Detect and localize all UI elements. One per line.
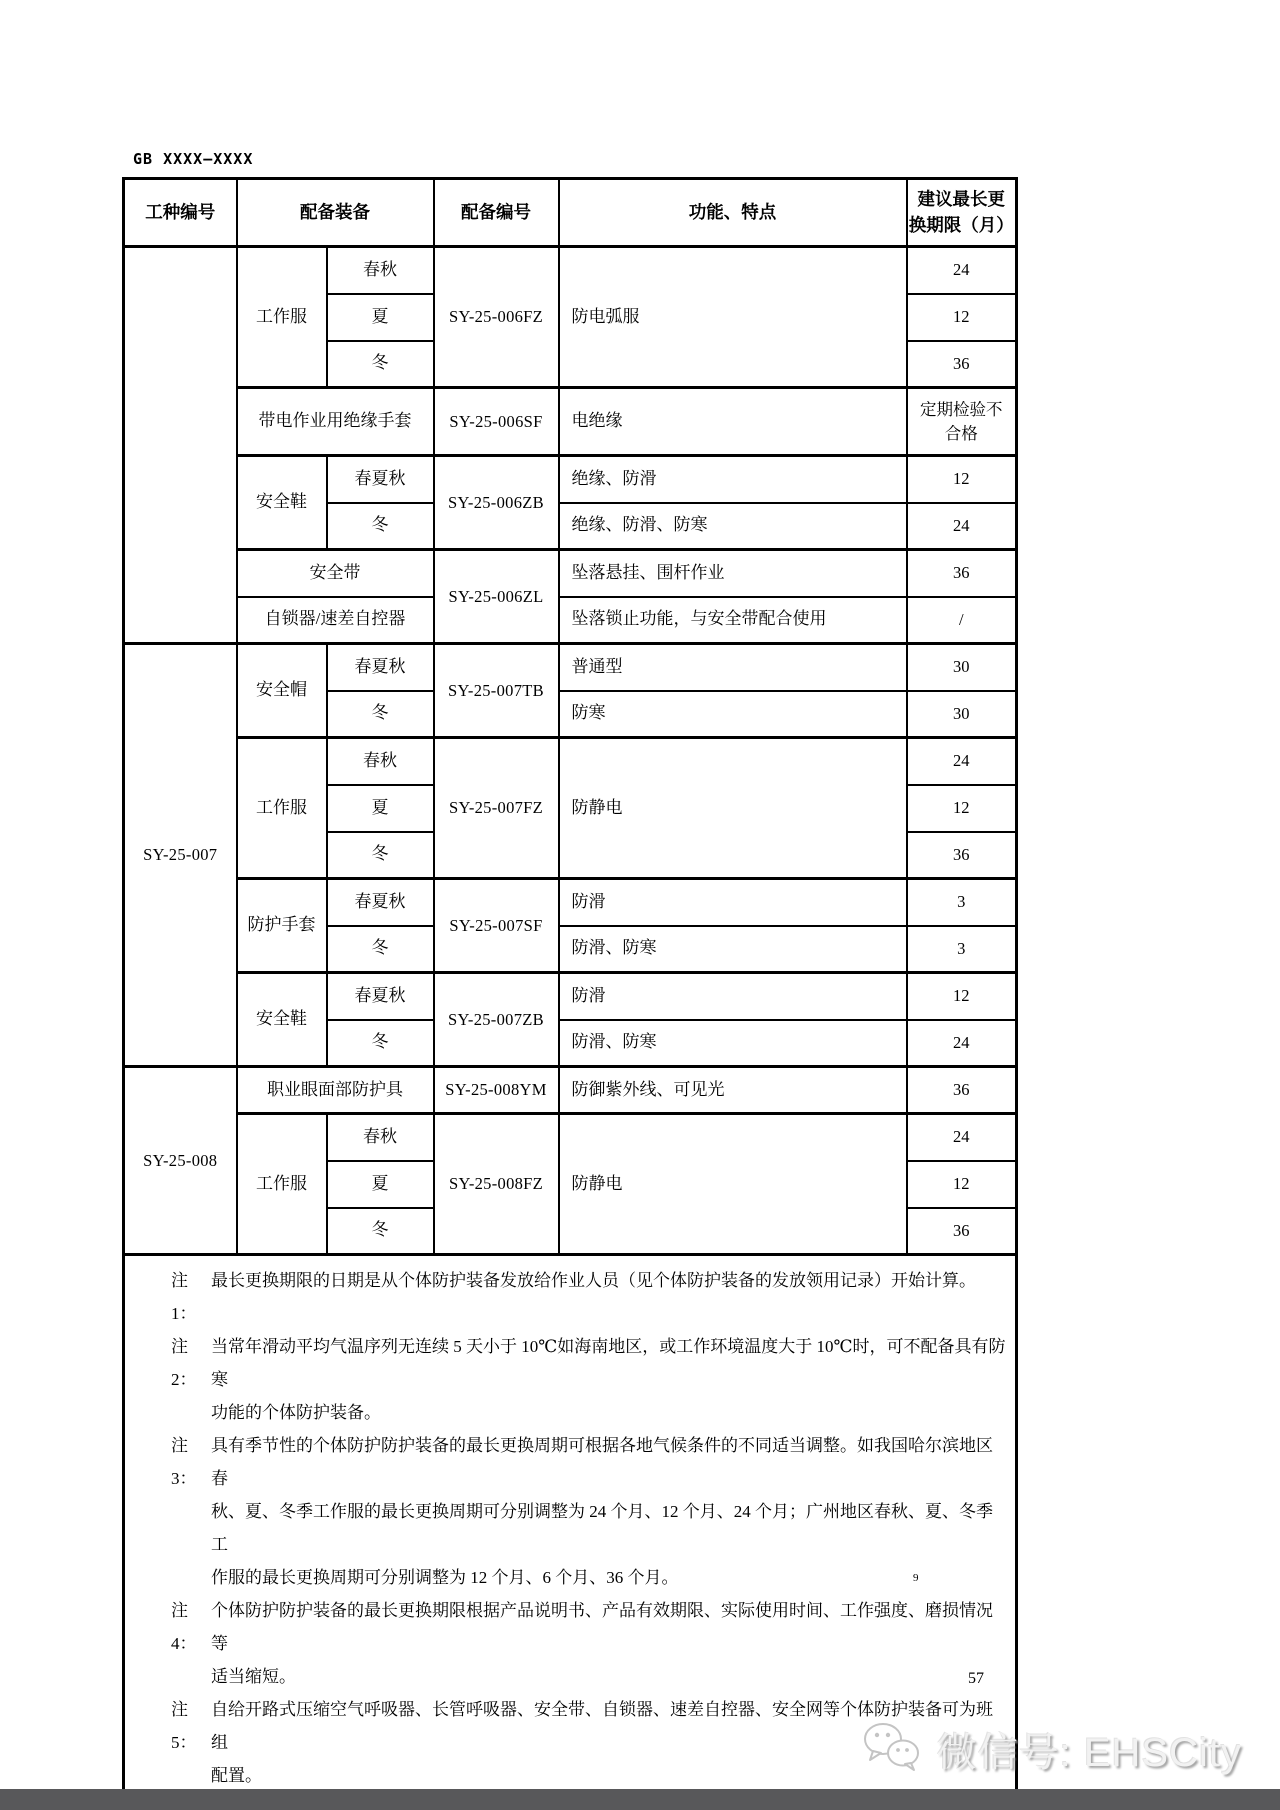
cell-func: 防静电 — [559, 1114, 907, 1255]
cell-jobcode: SY-25-008 — [124, 1067, 237, 1255]
cell-season: 春秋 — [327, 1114, 434, 1161]
cell-jobcode: SY-25-007 — [124, 644, 237, 1067]
table-row — [124, 597, 1017, 644]
cell-func: 防滑、防寒 — [559, 926, 907, 973]
cell-value: 12 — [907, 294, 1017, 341]
cell-season: 冬 — [327, 1020, 434, 1067]
cell-code: SY-25-007SF — [434, 879, 559, 973]
cell-func: 防御紫外线、可见光 — [559, 1067, 907, 1114]
cell-jobcode-empty — [124, 247, 237, 644]
cell-func: 坠落锁止功能，与安全带配合使用 — [559, 597, 907, 644]
cell-value: 36 — [907, 550, 1017, 597]
cell-gear: 安全鞋 — [237, 456, 327, 550]
cell-season: 夏 — [327, 1161, 434, 1208]
cell-func: 绝缘、防滑、防寒 — [559, 503, 907, 550]
note-line: 作服的最长更换周期可分别调整为 12 个月、6 个月、36 个月。 — [211, 1568, 679, 1587]
doc-code: GB XXXX—XXXX — [133, 150, 254, 168]
cell-value — [907, 388, 1017, 456]
note-line: 功能的个体防护装备。 — [211, 1403, 381, 1422]
cell-gear-wide: 自锁器/速差自控器 — [237, 597, 434, 644]
cell-code: SY-25-007FZ — [434, 738, 559, 879]
cell-code: SY-25-008FZ — [434, 1114, 559, 1255]
note-line: 具有季节性的个体防护防护装备的最长更换周期可根据各地气候条件的不同适当调整。如我国哈尔滨地区春 — [211, 1436, 993, 1488]
cell-code: SY-25-008YM — [434, 1067, 559, 1114]
table-row — [124, 644, 1017, 691]
cell-season: 春夏秋 — [327, 644, 434, 691]
table-row — [124, 879, 1017, 926]
note-4 — [171, 1594, 1009, 1693]
cell-gear: 安全帽 — [237, 644, 327, 738]
cell-gear-wide: 安全带 — [237, 550, 434, 597]
cell-value: / — [907, 597, 1017, 644]
cell-season: 夏 — [327, 785, 434, 832]
cell-code: SY-25-006FZ — [434, 247, 559, 388]
cell-value: 3 — [907, 879, 1017, 926]
note-label: 注4： — [171, 1601, 197, 1653]
cell-season: 春夏秋 — [327, 879, 434, 926]
page-number: 57 — [968, 1670, 984, 1687]
cell-func: 防寒 — [559, 691, 907, 738]
cell-gear-wide: 职业眼面部防护具 — [237, 1067, 434, 1114]
cell-value: 36 — [907, 832, 1017, 879]
cell-value: 24 — [907, 503, 1017, 550]
note-1 — [171, 1264, 1009, 1330]
cell-func: 电绝缘 — [559, 388, 907, 456]
note-line: 配置。 — [211, 1766, 262, 1785]
note-2 — [171, 1330, 1009, 1429]
cell-func: 防滑、防寒 — [559, 1020, 907, 1067]
cell-value: 24 — [907, 247, 1017, 294]
cell-value-line1: 定期检验不 — [920, 399, 1003, 419]
table-row — [124, 973, 1017, 1020]
cell-value: 24 — [907, 1020, 1017, 1067]
cell-func: 防滑 — [559, 879, 907, 926]
note-line: 自给开路式压缩空气呼吸器、长管呼吸器、安全带、自锁器、速差自控器、安全网等个体防护装备可为班组 — [211, 1700, 993, 1752]
note-line: 个体防护防护装备的最长更换期限根据产品说明书、产品有效期限、实际使用时间、工作强度、磨损情况等 — [211, 1601, 993, 1653]
cell-season: 冬 — [327, 832, 434, 879]
cell-value: 12 — [907, 973, 1017, 1020]
cell-func: 防滑 — [559, 973, 907, 1020]
wechat-icon — [861, 1720, 923, 1779]
cell-func: 绝缘、防滑 — [559, 456, 907, 503]
cell-season: 夏 — [327, 294, 434, 341]
cell-func: 防电弧服 — [559, 247, 907, 388]
header-replace-period — [907, 179, 1017, 247]
cell-func: 坠落悬挂、围杆作业 — [559, 550, 907, 597]
equipment-table — [122, 177, 1018, 1801]
cell-season: 冬 — [327, 503, 434, 550]
cell-code: SY-25-007TB — [434, 644, 559, 738]
table-row — [124, 550, 1017, 597]
cell-value: 36 — [907, 341, 1017, 388]
cell-code: SY-25-007ZB — [434, 973, 559, 1067]
cell-season: 冬 — [327, 341, 434, 388]
note-line: 当常年滑动平均气温序列无连续 5 天小于 10℃如海南地区，或工作环境温度大于 10℃时，可不配备具有防寒 — [211, 1337, 1006, 1389]
table-row — [124, 738, 1017, 785]
cell-value: 3 — [907, 926, 1017, 973]
cell-gear: 工作服 — [237, 738, 327, 879]
header-replace-line2: 换期限（月） — [908, 214, 1014, 235]
cell-code: SY-25-006ZL — [434, 550, 559, 644]
cell-value: 12 — [907, 1161, 1017, 1208]
cell-season: 冬 — [327, 691, 434, 738]
cell-season: 春夏秋 — [327, 456, 434, 503]
cell-gear: 工作服 — [237, 1114, 327, 1255]
table-row — [124, 1114, 1017, 1161]
note-label: 注3： — [171, 1436, 197, 1488]
cell-value-line2: 合格 — [944, 423, 978, 443]
cell-value: 12 — [907, 785, 1017, 832]
note-line: 秋、夏、冬季工作服的最长更换周期可分别调整为 24 个月、12 个月、24 个月；广州地区春秋、夏、冬季工 — [211, 1502, 993, 1554]
header-equipment: 配备装备 — [237, 179, 434, 247]
cell-gear: 安全鞋 — [237, 973, 327, 1067]
note-label: 注5： — [171, 1700, 197, 1752]
center-page-mark: 9 — [913, 1572, 919, 1584]
cell-value: 36 — [907, 1208, 1017, 1255]
cell-value: 30 — [907, 644, 1017, 691]
bottom-bar — [0, 1789, 1280, 1810]
cell-value: 12 — [907, 456, 1017, 503]
cell-season: 冬 — [327, 926, 434, 973]
note-line: 适当缩短。 — [211, 1667, 296, 1686]
cell-value: 30 — [907, 691, 1017, 738]
cell-season: 冬 — [327, 1208, 434, 1255]
cell-gear: 工作服 — [237, 247, 327, 388]
table-row — [124, 388, 1017, 456]
cell-season: 春秋 — [327, 738, 434, 785]
table-row — [124, 456, 1017, 503]
header-job-code: 工种编号 — [124, 179, 237, 247]
note-label: 注2： — [171, 1337, 197, 1389]
cell-value: 36 — [907, 1067, 1017, 1114]
cell-code: SY-25-006ZB — [434, 456, 559, 550]
cell-value: 24 — [907, 738, 1017, 785]
note-3 — [171, 1429, 1009, 1594]
header-row — [124, 179, 1017, 247]
cell-gear-wide: 带电作业用绝缘手套 — [237, 388, 434, 456]
cell-code: SY-25-006SF — [434, 388, 559, 456]
header-replace-line1: 建议最长更 — [917, 189, 1005, 210]
wechat-label: 微信号: EHSCity — [936, 1730, 1242, 1775]
wechat-watermark — [861, 1718, 1242, 1780]
note-label: 注1： — [171, 1271, 197, 1323]
cell-gear: 防护手套 — [237, 879, 327, 973]
header-equip-code: 配备编号 — [434, 179, 559, 247]
cell-season: 春秋 — [327, 247, 434, 294]
table-row — [124, 247, 1017, 294]
header-features: 功能、特点 — [559, 179, 907, 247]
cell-season: 春夏秋 — [327, 973, 434, 1020]
cell-func: 防静电 — [559, 738, 907, 879]
table-row — [124, 1067, 1017, 1114]
note-line: 最长更换期限的日期是从个体防护装备发放给作业人员（见个体防护装备的发放领用记录）开始计算。 — [211, 1271, 976, 1290]
cell-value: 24 — [907, 1114, 1017, 1161]
cell-func: 普通型 — [559, 644, 907, 691]
